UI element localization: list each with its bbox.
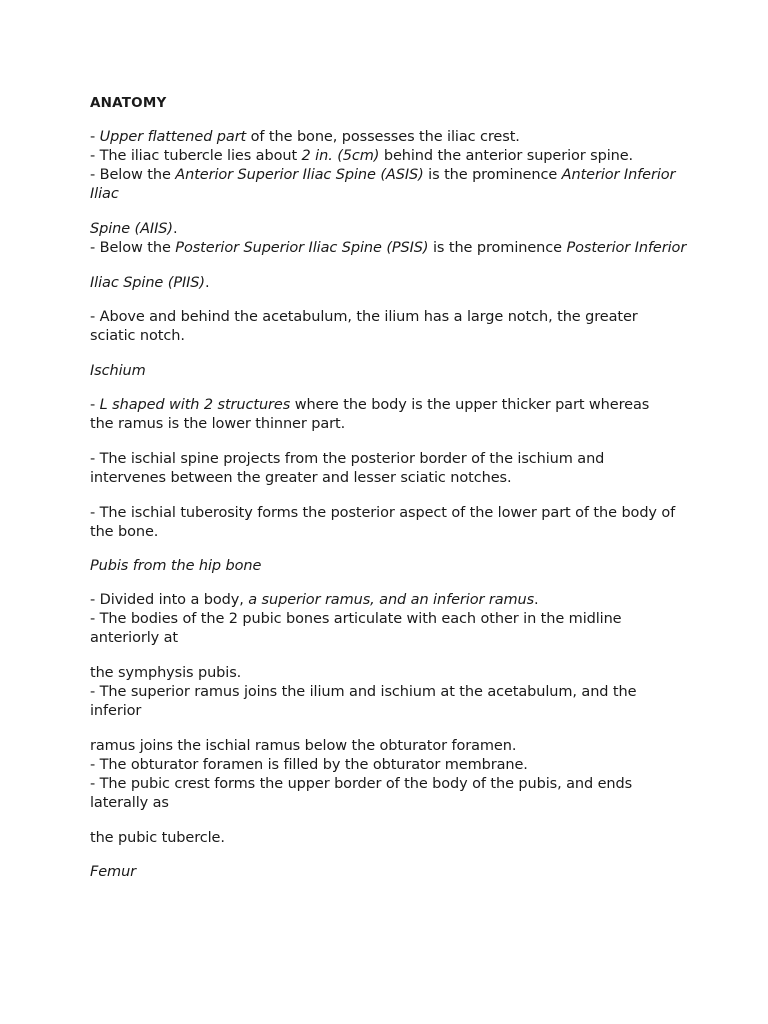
text-line: - Below the Posterior Superior Iliac Spine (PSIS) is the prominence Posterior Inferior [90, 240, 687, 256]
section-heading-pubis: Pubis from the hip bone [90, 558, 262, 574]
text-line: - L shaped with 2 structures where the body is the upper thicker part whereas [90, 397, 650, 413]
text-line: laterally as [90, 795, 169, 811]
text-line: - Above and behind the acetabulum, the ilium has a large notch, the greater [90, 309, 638, 325]
text-line: - The obturator foramen is filled by the obturator membrane. [90, 757, 528, 773]
text-line: Spine (AIIS). [90, 221, 178, 237]
text-line: - The pubic crest forms the upper border of the body of the pubis, and ends [90, 776, 633, 792]
text-line: Iliac Spine (PIIS). [90, 275, 210, 291]
text-line: the pubic tubercle. [90, 830, 225, 846]
text-line: - The ischial tuberosity forms the posterior aspect of the lower part of the body of [90, 505, 676, 521]
text-line: anteriorly at [90, 630, 178, 646]
text-line: - Divided into a body, a superior ramus, and an inferior ramus. [90, 592, 539, 608]
document-title: ANATOMY [90, 95, 167, 111]
text-line: Iliac [90, 186, 119, 202]
section-heading-ischium: Ischium [90, 363, 146, 379]
text-line: - The ischial spine projects from the posterior border of the ischium and [90, 451, 605, 467]
text-line: inferior [90, 703, 142, 719]
text-line: ramus joins the ischial ramus below the obturator foramen. [90, 738, 517, 754]
text-line: sciatic notch. [90, 328, 185, 344]
text-line: - The superior ramus joins the ilium and ischium at the acetabulum, and the [90, 684, 637, 700]
text-line: - The bodies of the 2 pubic bones articulate with each other in the midline [90, 611, 622, 627]
text-line: - The iliac tubercle lies about 2 in. (5cm) behind the anterior superior spine. [90, 148, 634, 164]
text-line: the ramus is the lower thinner part. [90, 416, 346, 432]
text-line: intervenes between the greater and lesser sciatic notches. [90, 470, 512, 486]
text-line: the symphysis pubis. [90, 665, 242, 681]
text-line: - Below the Anterior Superior Iliac Spine (ASIS) is the prominence Anterior Inferior [90, 167, 676, 183]
text-line: the bone. [90, 524, 159, 540]
section-heading-femur: Femur [90, 864, 137, 880]
text-line: - Upper flattened part of the bone, possesses the iliac crest. [90, 129, 520, 145]
